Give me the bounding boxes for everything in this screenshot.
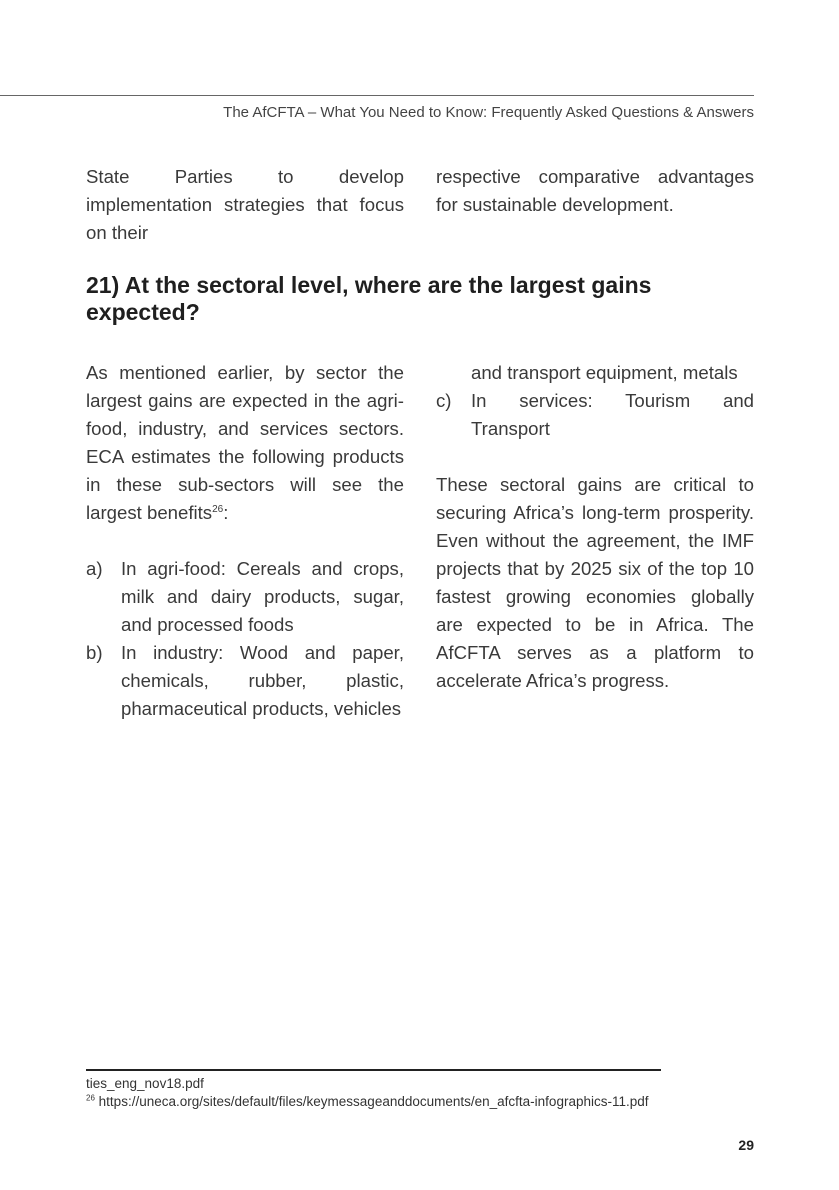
page-number: 29: [738, 1137, 754, 1153]
intro-right-text: respective comparative advantages for sustainable development.: [436, 166, 754, 215]
running-header: The AfCFTA – What You Need to Know: Frequently Asked Questions & Answers: [223, 104, 754, 121]
answer-paragraph-1: [86, 359, 404, 527]
list-marker: c): [436, 390, 452, 411]
footnote-reference: 26: [212, 503, 224, 515]
list-item: [436, 387, 754, 443]
sector-list: [86, 555, 404, 723]
footnotes: [86, 1075, 649, 1111]
answer-paragraph-2: These sectoral gains are critical to securing Africa’s long-term prosperity. Even without the agreement, the IMF projects that by 2025 six of the top 10 fastest growing economies globally are expected to be in Africa. The AfCFTA serves as a platform to accelerate Africa’s progress.: [436, 474, 754, 691]
list-item-text: In agri-food: Cereals and crops, milk and dairy products, sugar, and processed foods: [121, 558, 404, 635]
list-item: [86, 639, 404, 723]
intro-left-text: State Parties to develop implementation strategies that focus on their: [86, 166, 404, 243]
answer-left-column: [86, 359, 404, 723]
footnote-number: 26: [86, 1093, 95, 1103]
list-marker: b): [86, 642, 103, 663]
list-item-text: and transport equipment, metals: [471, 362, 738, 383]
sector-list-continued: [436, 359, 754, 443]
header-rule: [0, 95, 754, 96]
footnote-26: [86, 1093, 649, 1111]
list-item: [436, 359, 754, 387]
footnote-link[interactable]: https://uneca.org/sites/default/files/keymessageanddocuments/en_afcfta-infographics-11.pdf: [98, 1094, 649, 1109]
answer-paragraph-1-text: As mentioned earlier, by sector the largest gains are expected in the agri-food, industry, and services sectors. ECA estimates the following products in these sub-sectors will see the largest benefits: [86, 362, 404, 523]
list-marker: a): [86, 558, 103, 579]
list-item-text: In industry: Wood and paper, chemicals, rubber, plastic, pharmaceutical products, vehicles: [121, 642, 404, 719]
list-item: [86, 555, 404, 639]
intro-right-column: [436, 163, 754, 219]
answer-right-column: [436, 359, 754, 695]
intro-left-column: [86, 163, 404, 247]
footnote-rule: [86, 1069, 661, 1071]
question-heading: 21) At the sectoral level, where are the largest gains expected?: [86, 272, 652, 325]
list-item-text: In services: Tourism and Transport: [471, 390, 754, 439]
answer-paragraph-1-end: :: [223, 502, 229, 523]
footnote-continued: ties_eng_nov18.pdf: [86, 1076, 204, 1091]
